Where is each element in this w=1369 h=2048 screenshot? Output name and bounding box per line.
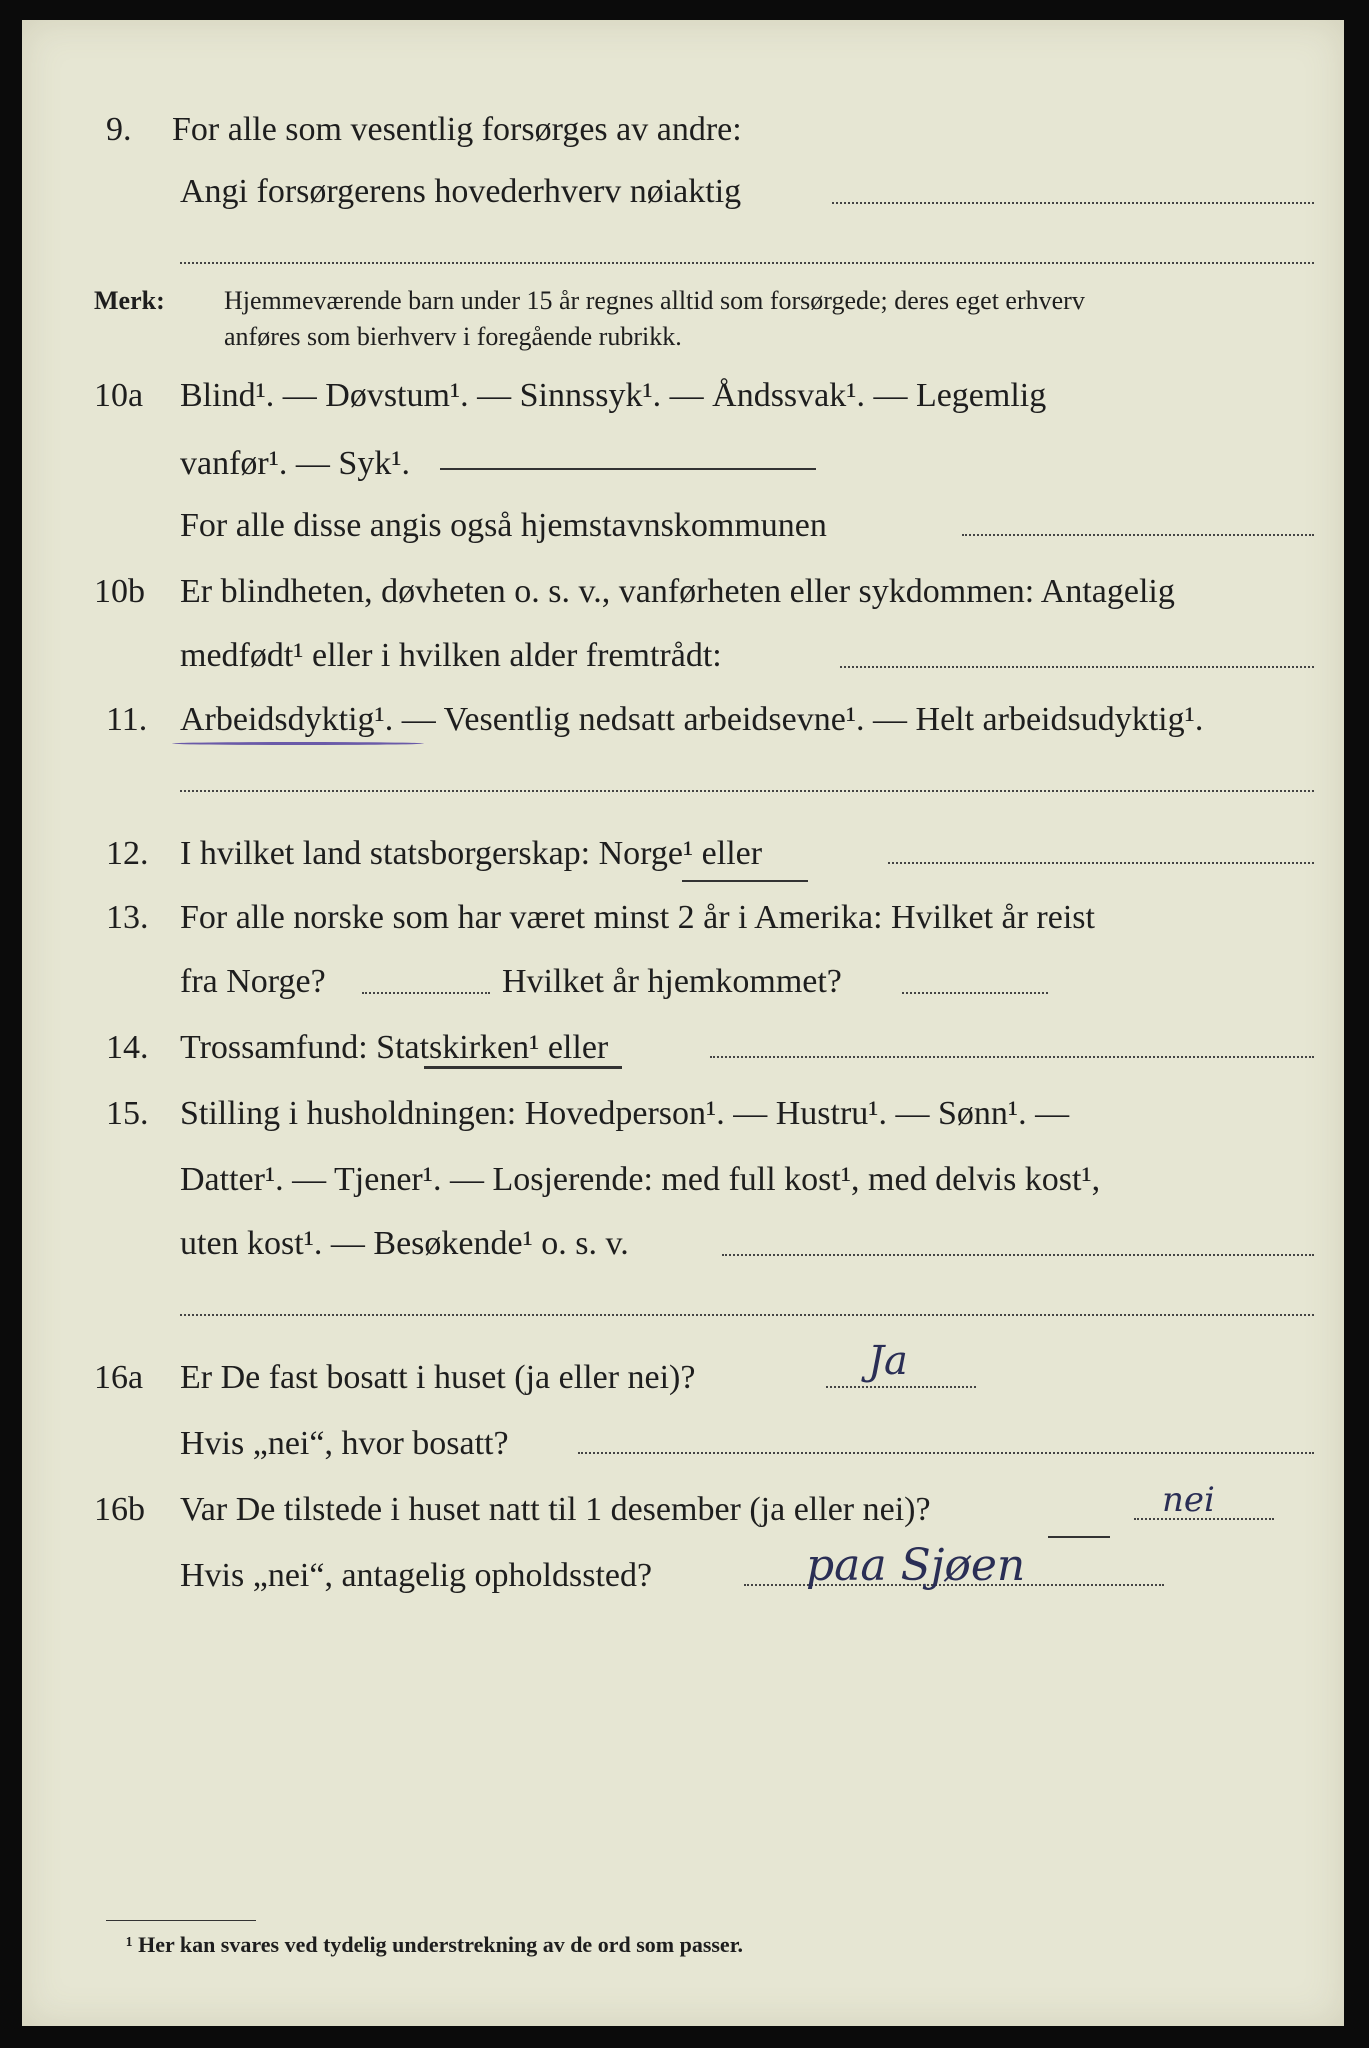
q10b-line2: medfødt¹ eller i hvilken alder fremtrådt: bbox=[180, 637, 722, 674]
q12-answer-field[interactable] bbox=[888, 862, 1314, 864]
q14-line1: Trossamfund: Statskirken¹ eller bbox=[180, 1029, 609, 1066]
q11-arbeidsdyktig-underline bbox=[172, 742, 424, 745]
q10a-hjemstavn-field[interactable] bbox=[962, 534, 1314, 536]
census-form-page bbox=[22, 20, 1344, 2026]
footnote: ¹ Her kan svares ved tydelig understrekning av de ord som passer. bbox=[126, 1932, 743, 1957]
q16a-line2: Hvis „nei“, hvor bosatt? bbox=[180, 1425, 509, 1462]
q14-statskirken-underline bbox=[424, 1066, 622, 1069]
q15-number: 15. bbox=[106, 1095, 149, 1132]
q9-line2: Angi forsørgerens hovederhverv nøiaktig bbox=[180, 173, 742, 210]
q11-line1: Arbeidsdyktig¹. — Vesentlig nedsatt arbeidsevne¹. — Helt arbeidsudyktig¹. bbox=[180, 701, 1204, 738]
q11-number: 11. bbox=[106, 701, 148, 738]
q9-answer-field-2[interactable] bbox=[180, 262, 1314, 264]
q16a-answer-field[interactable] bbox=[826, 1386, 976, 1388]
q15-line3: uten kost¹. — Besøkende¹ o. s. v. bbox=[180, 1225, 629, 1262]
q13-number: 13. bbox=[106, 899, 149, 936]
q16b-number: 16b bbox=[94, 1491, 145, 1528]
q16b-line1: Var De tilstede i huset natt til 1 desember (ja eller nei)? bbox=[180, 1491, 931, 1528]
q15-answer-field-2[interactable] bbox=[180, 1314, 1314, 1316]
q14-number: 14. bbox=[106, 1029, 149, 1066]
q16b-line2: Hvis „nei“, antagelig opholdssted? bbox=[180, 1557, 653, 1594]
q10a-line3: For alle disse angis også hjemstavnskommunen bbox=[180, 507, 827, 544]
q16b-handwritten-opholdssted: paa Sjøen bbox=[806, 1540, 1026, 1591]
q10a-line1: Blind¹. — Døvstum¹. — Sinnssyk¹. — Åndssvak¹. — Legemlig bbox=[180, 377, 1047, 414]
q11-answer-field[interactable] bbox=[180, 790, 1314, 792]
q12-line1: I hvilket land statsborgerskap: Norge¹ eller bbox=[180, 835, 763, 872]
q13-line2a: fra Norge? bbox=[180, 963, 326, 1000]
q10a-answer-field[interactable] bbox=[440, 468, 816, 470]
q13-hjemkommet-field[interactable] bbox=[902, 992, 1048, 994]
q10b-answer-field[interactable] bbox=[840, 666, 1314, 668]
footnote-rule bbox=[106, 1920, 256, 1921]
q16a-handwritten-answer: Ja bbox=[868, 1338, 908, 1384]
q10a-line2: vanfør¹. — Syk¹. bbox=[180, 445, 411, 482]
q16a-bosatt-field[interactable] bbox=[578, 1452, 1314, 1454]
q12-number: 12. bbox=[106, 835, 149, 872]
q12-norge-underline bbox=[682, 880, 808, 882]
merk-line1: Hjemmeværende barn under 15 år regnes alltid som forsørgede; deres eget erhverv bbox=[224, 286, 1085, 315]
merk-label: Merk: bbox=[94, 286, 165, 315]
q16a-line1: Er De fast bosatt i huset (ja eller nei)? bbox=[180, 1359, 696, 1396]
q9-answer-field[interactable] bbox=[832, 202, 1314, 204]
q16a-number: 16a bbox=[94, 1359, 144, 1396]
q13-line1: For alle norske som har været minst 2 år i Amerika: Hvilket år reist bbox=[180, 899, 1095, 936]
q16b-nei-underline bbox=[1048, 1536, 1110, 1538]
q9-line1: For alle som vesentlig forsørges av andre: bbox=[172, 111, 742, 148]
q10b-line1: Er blindheten, døvheten o. s. v., vanførheten eller sykdommen: Antagelig bbox=[180, 573, 1175, 610]
q13-line2b: Hvilket år hjemkommet? bbox=[502, 963, 842, 1000]
merk-line2: anføres som bierhverv i foregående rubrikk. bbox=[224, 322, 682, 351]
q14-answer-field[interactable] bbox=[710, 1056, 1314, 1058]
q15-line2: Datter¹. — Tjener¹. — Losjerende: med full kost¹, med delvis kost¹, bbox=[180, 1161, 1101, 1198]
q13-reist-field[interactable] bbox=[362, 992, 490, 994]
q10b-number: 10b bbox=[94, 573, 145, 610]
q15-answer-field[interactable] bbox=[722, 1254, 1314, 1256]
q10a-number: 10a bbox=[94, 377, 144, 414]
q15-line1: Stilling i husholdningen: Hovedperson¹. — Hustru¹. — Sønn¹. — bbox=[180, 1095, 1070, 1132]
q16b-handwritten-answer: nei bbox=[1162, 1480, 1215, 1520]
q9-number: 9. bbox=[106, 111, 132, 148]
